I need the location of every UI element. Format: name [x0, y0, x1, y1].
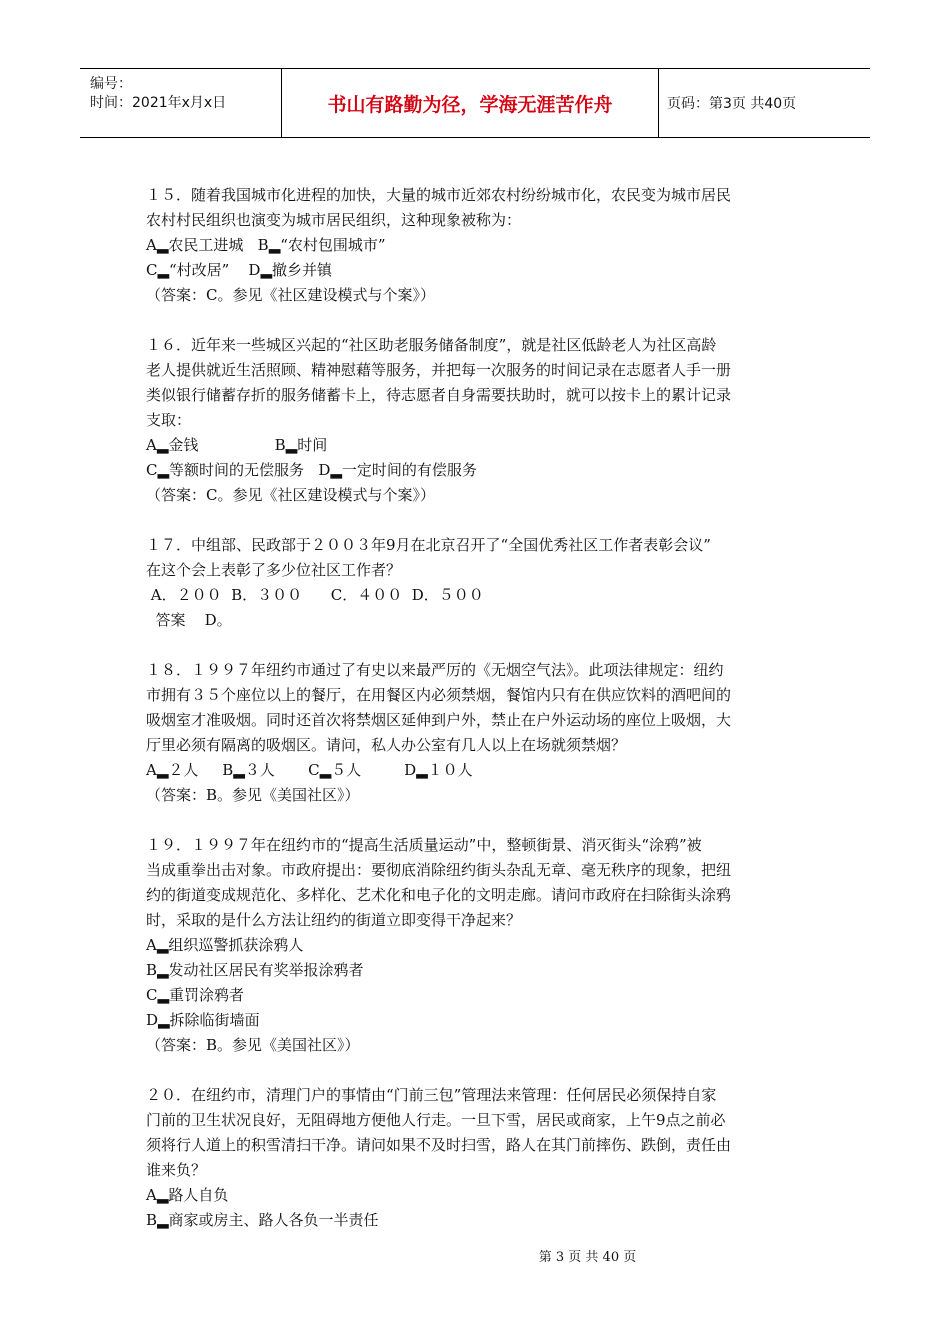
- question-line: （答案：C。参见《社区建设模式与个案》）: [146, 286, 435, 304]
- question-line: １８．１９９７年纽约市通过了有史以来最严厉的《无烟空气法》。此项法律规定：纽约: [146, 661, 724, 679]
- document-body: [146, 183, 816, 1258]
- question-line: B▂商家或房主、路人各负一半责任: [146, 1211, 379, 1229]
- question-line: A▂路人自负: [146, 1186, 229, 1204]
- header-motto: 书山有路勤为径，学海无涯苦作舟: [282, 69, 659, 137]
- question-line: 答案 D。: [146, 611, 232, 629]
- question-line: A▂２人 B▂３人 C▂５人 D▂１０人: [146, 761, 473, 779]
- time-label: 时间：2021年x月x日: [90, 95, 227, 111]
- question-block: [146, 833, 816, 1058]
- question-line: （答案：B。参见《美国社区》）: [146, 786, 360, 804]
- question-line: 类似银行储蓄存折的服务储蓄卡上，待志愿者自身需要扶助时，就可以按卡上的累计记录: [146, 386, 732, 404]
- header-meta: [80, 69, 282, 137]
- question-line: 老人提供就近生活照顾、精神慰藉等服务，并把每一次服务的时间记录在志愿者人手一册: [146, 361, 732, 379]
- question-line: １５．随着我国城市化进程的加快，大量的城市近郊农村纷纷城市化，农民变为城市居民: [146, 186, 732, 204]
- question-line: １６．近年来一些城区兴起的“社区助老服务储备制度”，就是社区低龄老人为社区高龄: [146, 336, 717, 354]
- question-line: A．２００ B．３００ C．４００ D．５００: [146, 586, 484, 604]
- question-line: 时，采取的是什么方法让纽约的街道立即变得干净起来？: [146, 911, 522, 929]
- question-line: C▂等额时间的无偿服务 D▂一定时间的有偿服务: [146, 461, 477, 479]
- question-line: 门前的卫生状况良好，无阻碍地方便他人行走。一旦下雪，居民或商家，上午9点之前必: [146, 1111, 726, 1129]
- question-line: 市拥有３５个座位以上的餐厅，在用餐区内必须禁烟，餐馆内只有在供应饮料的酒吧间的: [146, 686, 732, 704]
- question-line: １７．中组部、民政部于２００３年9月在北京召开了“全国优秀社区工作者表彰会议”: [146, 536, 711, 554]
- page-header: [80, 68, 870, 138]
- question-line: B▂发动社区居民有奖举报涂鸦者: [146, 961, 364, 979]
- page-footer: 第 3 页 共 40 页: [538, 1250, 637, 1265]
- question-line: 农村村民组织也演变为城市居民组织，这种现象被称为：: [146, 211, 522, 229]
- question-line: 谁来负？: [146, 1161, 207, 1179]
- question-line: C▂“村改居” D▂撤乡并镇: [146, 261, 332, 279]
- question-line: A▂农民工进城 B▂“农村包围城市”: [146, 236, 386, 254]
- question-line: 厅里必须有隔离的吸烟区。请问，私人办公室有几人以上在场就须禁烟？: [146, 736, 627, 754]
- question-line: （答案：B。参见《美国社区》）: [146, 1036, 360, 1054]
- question-line: 约的街道变成规范化、多样化、艺术化和电子化的文明走廊。请问市政府在扫除街头涂鸦: [146, 886, 732, 904]
- question-line: １９．１９９７年在纽约市的“提高生活质量运动”中，整顿街景、消灭街头“涂鸦”被: [146, 836, 702, 854]
- question-line: 吸烟室才准吸烟。同时还首次将禁烟区延伸到户外，禁止在户外运动场的座位上吸烟，大: [146, 711, 732, 729]
- question-line: 支取：: [146, 411, 192, 429]
- question-line: A▂金钱 B▂时间: [146, 436, 328, 454]
- question-block: [146, 533, 816, 633]
- header-page-label: 页码：第3页 共40页: [667, 96, 797, 112]
- question-block: [146, 183, 816, 308]
- question-block: [146, 333, 816, 508]
- number-label: 编号：: [90, 76, 132, 92]
- question-line: （答案：C。参见《社区建设模式与个案》）: [146, 486, 435, 504]
- question-line: D▂拆除临街墙面: [146, 1011, 260, 1029]
- question-block: [146, 658, 816, 808]
- question-line: C▂重罚涂鸦者: [146, 986, 245, 1004]
- question-line: ２０．在纽约市，清理门户的事情由“门前三包”管理法来管理：任何居民必须保持自家: [146, 1086, 717, 1104]
- question-line: 当成重拳出击对象。市政府提出：要彻底消除纽约街头杂乱无章、毫无秩序的现象，把纽: [146, 861, 732, 879]
- question-block: [146, 1083, 816, 1233]
- question-line: 须将行人道上的积雪清扫干净。请问如果不及时扫雪，路人在其门前摔伤、跌倒，责任由: [146, 1136, 732, 1154]
- question-line: 在这个会上表彰了多少位社区工作者？: [146, 561, 402, 579]
- question-line: A▂组织巡警抓获涂鸦人: [146, 936, 304, 954]
